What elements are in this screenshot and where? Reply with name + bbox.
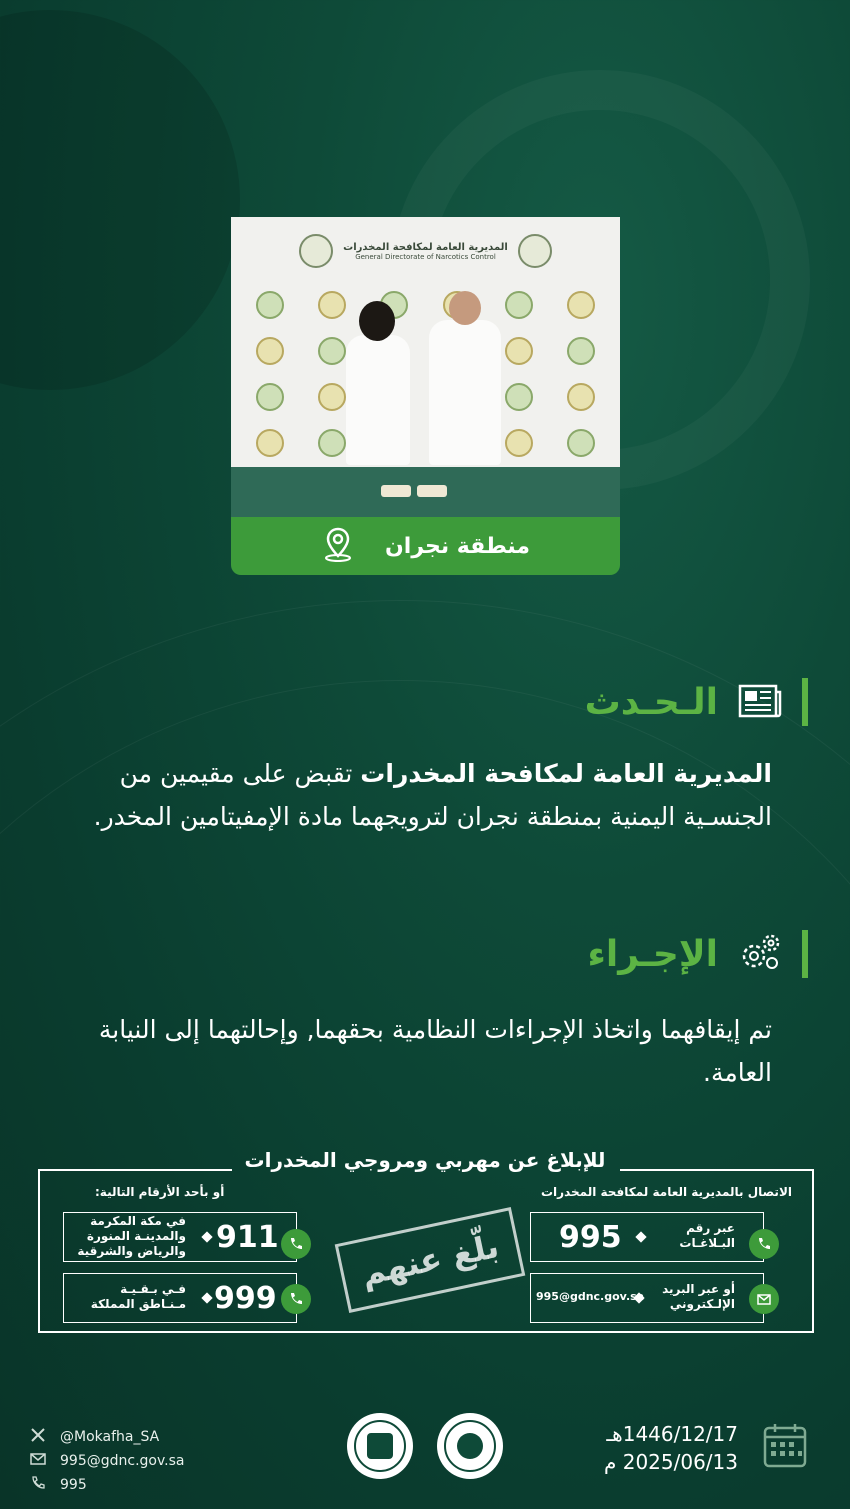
hotline-label-2: البـلاغـات (679, 1236, 735, 1250)
footer-twitter[interactable] (30, 1425, 185, 1449)
date-hijri: 1446/12/17هـ (606, 1422, 738, 1446)
news-photo (231, 217, 620, 517)
section-bar (802, 678, 808, 726)
n911-card[interactable] (63, 1212, 297, 1262)
photo-header-text (343, 242, 508, 261)
box-border-right (620, 1169, 812, 1171)
logo-backdrop (231, 281, 620, 467)
footer-phone-text[interactable]: 995 (60, 1477, 87, 1493)
footer-phone[interactable] (30, 1473, 185, 1497)
footer-email-text[interactable]: 995@gdnc.gov.sa (60, 1453, 185, 1469)
suspect-figure (429, 320, 501, 465)
suspect-head (449, 291, 481, 325)
diamond-icon (635, 1231, 646, 1242)
envelope-icon (749, 1284, 779, 1314)
suspect-head (359, 301, 395, 341)
action-section-header (587, 927, 808, 981)
event-title: الـحـدث (584, 681, 718, 723)
twitter-handle[interactable]: @Mokafha_SA (60, 1429, 160, 1445)
background-shape (0, 10, 240, 390)
phone-icon (281, 1229, 311, 1259)
footer-email[interactable] (30, 1449, 185, 1473)
diamond-icon (201, 1231, 212, 1242)
n999-card[interactable] (63, 1273, 297, 1323)
phone-icon (281, 1284, 311, 1314)
calendar-icon (762, 1421, 808, 1469)
suspect-figure (346, 335, 410, 465)
n911-number: 911 (216, 1220, 279, 1255)
date-gregorian: 2025/06/13 م (603, 1450, 738, 1474)
report-title: للإبلاغ عن مهربي ومروجي المخدرات (244, 1148, 606, 1172)
newspaper-icon (736, 678, 784, 726)
gears-icon (736, 930, 784, 978)
hotline-label-1: عبر رقم (686, 1221, 735, 1235)
action-title: الإجـراء (587, 933, 718, 975)
seized-packages (381, 485, 447, 497)
n911-label (77, 1214, 186, 1259)
ministry-seal-logo (437, 1413, 503, 1479)
photo-header (231, 231, 620, 271)
envelope-icon (30, 1451, 46, 1471)
phone-icon (749, 1229, 779, 1259)
footer-contact (30, 1425, 185, 1497)
x-icon (30, 1427, 46, 1447)
event-section-header (585, 675, 808, 729)
n999-label-2: مـنـاطق المملكة (90, 1297, 186, 1311)
date-block (604, 1420, 738, 1476)
n911-label-3: والرياض والشرقية (77, 1244, 186, 1258)
gdnc-seal-logo (347, 1413, 413, 1479)
stamp-text: بلّغ عنهم (357, 1226, 503, 1294)
event-text-bold: المديرية العامة لمكافحة المخدرات (360, 759, 772, 788)
n911-label-2: والمدينـة المنورة (86, 1229, 186, 1243)
email-card[interactable] (530, 1273, 764, 1323)
hotline-label (679, 1221, 735, 1251)
phone-icon (30, 1475, 46, 1495)
location-pin-icon (321, 526, 355, 566)
photo-header-en: General Directorate of Narcotics Control (355, 252, 496, 261)
email-label-2: الإلـكتروني (669, 1297, 735, 1311)
event-text-rest: تقبض على مقيمين من الجنسـية اليمنية بمنطقة نجران لترويجهما مادة الإمفيتامين المخدر. (93, 759, 772, 831)
email-address[interactable]: 995@gdnc.gov.sa (536, 1290, 645, 1303)
photo-header-ar: المديرية العامة لمكافحة المخدرات (343, 241, 508, 253)
right-heading: الاتصال بالمديرية العامة لمكافحة المخدرات (540, 1185, 792, 1199)
event-text (72, 752, 772, 838)
n999-number: 999 (214, 1281, 277, 1316)
region-label: منطقة نجران (385, 533, 530, 559)
ministry-logo (518, 234, 552, 268)
n999-label (91, 1282, 186, 1312)
n999-label-1: فـي بـقـيـة (120, 1282, 186, 1296)
region-bar (231, 517, 620, 575)
email-label (662, 1282, 735, 1312)
section-bar (802, 930, 808, 978)
hotline-number: 995 (559, 1220, 622, 1255)
box-border-left (40, 1169, 232, 1171)
left-heading: أو بأحد الأرقام التالية: (95, 1185, 225, 1199)
gdnc-logo (299, 234, 333, 268)
email-label-1: أو عبر البريد (662, 1282, 735, 1296)
diamond-icon (201, 1292, 212, 1303)
n911-label-1: في مكة المكرمة (90, 1214, 186, 1228)
action-text: تم إيقافهما واتخاذ الإجراءات النظامية بحقهما, وإحالتهما إلى النيابة العامة. (98, 1015, 772, 1087)
hotline-card[interactable] (530, 1212, 764, 1262)
